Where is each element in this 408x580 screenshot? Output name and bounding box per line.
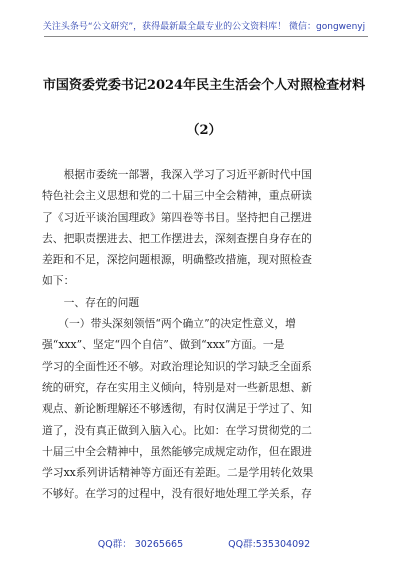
header-promo-note: 关注头条号“公文研究”，获得最新最全最专业的公文资料库！ 微信：gongwenyj bbox=[42, 22, 366, 32]
body-line: 特色社会主义思想和党的二十届三中全会精神，重点研读 bbox=[42, 189, 312, 203]
body-line: 根据市委统一部署，我深入学习了习近平新时代中国 bbox=[42, 168, 312, 181]
body-line: 观点、新论断理解还不够透彻，有时仅满足于学过了、知 bbox=[42, 402, 312, 416]
body-line: 道了，没有真正做到入脑入心。比如：在学习贯彻党的二 bbox=[42, 423, 312, 437]
body-line: 如下： bbox=[42, 274, 75, 288]
body-line: （一）带头深刻领悟“两个确立”的决定性意义，增 bbox=[42, 317, 296, 331]
document-part-number: （2） bbox=[186, 123, 222, 138]
body-line: 学习xx系列讲话精神等方面还有差距。二是学用转化效果 bbox=[42, 466, 314, 480]
section-heading: 一、存在的问题 bbox=[42, 295, 140, 309]
body-line: 了《习近平谈治国理政》第四卷等书目。坚持把自己摆进 bbox=[42, 210, 312, 224]
document-body bbox=[42, 164, 372, 505]
body-line: 差距和不足，深挖问题根源，明确整改措施，现对照检查 bbox=[42, 253, 312, 267]
body-line: 学习的全面性还不够。对政治理论知识的学习缺乏全面系 bbox=[42, 359, 312, 373]
header-divider bbox=[44, 36, 368, 37]
document-title: 市国资委党委书记2024年民主生活会个人对照检查材料 bbox=[42, 78, 366, 93]
footer-qq-group-2: QQ群:535304092 bbox=[228, 539, 311, 550]
footer-contact bbox=[0, 536, 408, 550]
body-line: 十届三中全会精神中，虽然能够完成规定动作，但在跟进 bbox=[42, 444, 312, 458]
body-line: 统的研究，存在实用主义倾向，特别是对一些新思想、新 bbox=[42, 380, 312, 394]
body-line: 不够好。在学习的过程中，没有很好地处理工学关系，存 bbox=[42, 487, 312, 501]
body-line: 强“xxx”、坚定“四个自信”、做到“xxx”方面。一是 bbox=[42, 338, 285, 352]
footer-qq-group-1: QQ群： 30265665 bbox=[97, 539, 184, 550]
body-line: 去、把职责摆进去、把工作摆进去，深刻查摆自身存在的 bbox=[42, 231, 312, 245]
